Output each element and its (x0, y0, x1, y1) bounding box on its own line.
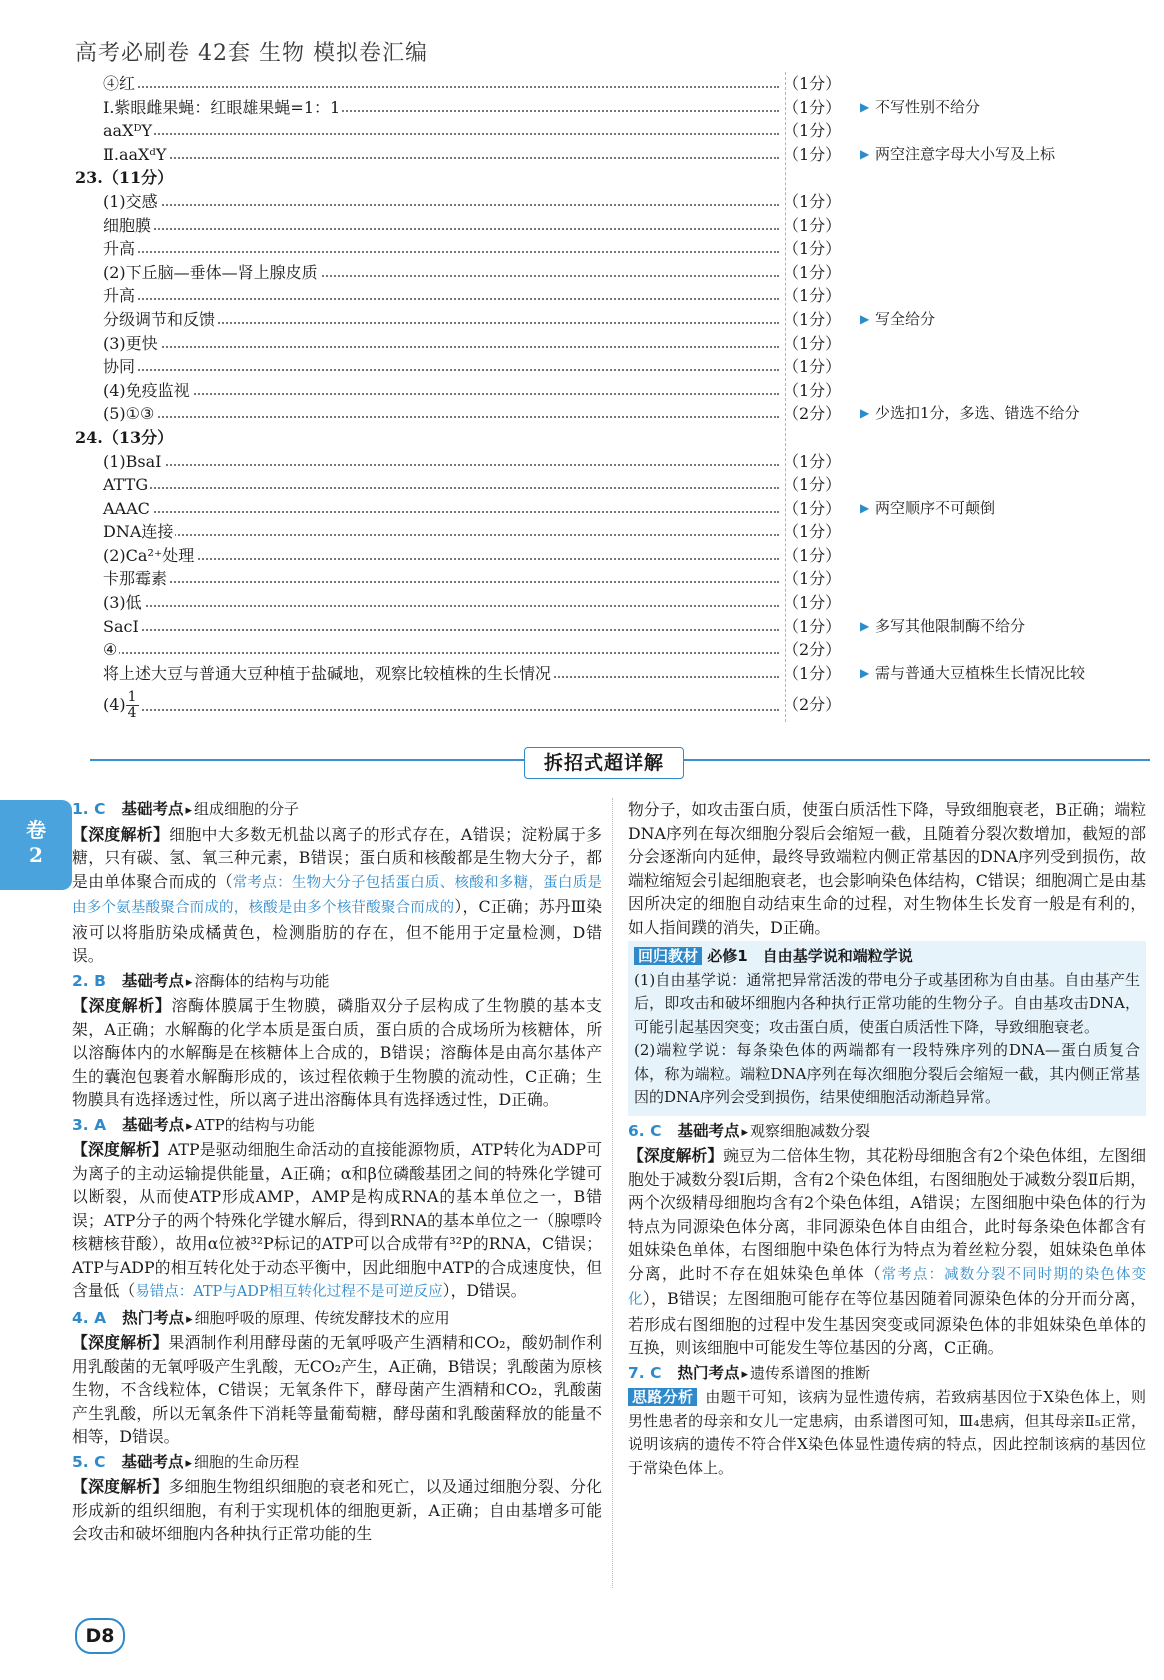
remark-text: 两空顺序不可颠倒 (875, 498, 996, 517)
analysis-paragraph (628, 1144, 1146, 1360)
points-text: （2分） (783, 695, 842, 715)
arrow-icon: ▶ (860, 500, 870, 515)
dot-leader (103, 332, 779, 348)
score-row (75, 473, 1075, 497)
points-text: （2分） (783, 404, 842, 424)
page-header: 高考必刷卷 42套 生物 模拟卷汇编 (75, 41, 428, 66)
answer-text: 细胞膜 (103, 214, 153, 238)
analysis-text: 果酒制作利用酵母菌的无氧呼吸产生酒精和CO₂，酸奶制作利用乳酸菌的无氧呼吸产生乳酸，无CO₂产生，A正确，B错误；乳酸菌为原核生物，不含线粒体，C错误；无氧条件下，酵母菌产生酒精和CO₂，乳酸菌产生乳酸，所以无氧条件下消耗等量葡萄糖，酵母菌和乳酸菌释放的能量不相等，D错误。 (72, 1333, 602, 1446)
answer-text: (1)BsaⅠ (103, 450, 164, 474)
analysis-text-cont: ），B错误；左图细胞可能存在等位基因随着同源染色体的分开而分离，若形成右图细胞的过程中发生基因突变或同源染色体的非姐妹染色单体的互换，则该细胞中可能发生等位基因的分离，C正确。 (628, 1289, 1147, 1357)
answer-text: 24.（13分） (75, 426, 175, 450)
dot-leader (103, 402, 779, 418)
points-text: （2分） (783, 640, 842, 660)
arrow-icon: ▶ (860, 665, 870, 680)
answer-text: Ⅰ.紫眼雌果蝇：红眼雄果蝇=1：1 (103, 96, 342, 120)
score-row (75, 662, 1086, 686)
note-text: 常考点：生物大分子包括蛋白质、核酸和多糖，蛋白质是由多个氨基酸聚合而成的，核酸是由多个核苷酸聚合而成的 (72, 874, 602, 916)
fraction-numerator: 1 (127, 689, 137, 706)
deep-analysis-tag: 【深度解析】 (72, 996, 172, 1015)
dot-leader (103, 237, 779, 253)
arrow-icon: ▶ (860, 99, 870, 114)
score-row (75, 284, 1075, 308)
knowledge-point-label: 基础考点 (122, 1115, 185, 1134)
answer-text: ④ (103, 638, 119, 662)
analysis-paragraph (72, 1138, 602, 1305)
answer-item (72, 970, 602, 1112)
score-row (75, 261, 1075, 285)
arrow-icon: ▸ (741, 1366, 748, 1382)
dot-leader (103, 379, 779, 395)
knowledge-point-label: 基础考点 (677, 1121, 740, 1140)
answer-text: 协同 (103, 355, 137, 379)
score-row (75, 119, 1075, 143)
think-text: 由题干可知，该病为显性遗传病，若致病基因位于X染色体上，则男性患者的母亲和女儿一定患病，由系谱图可知，Ⅲ₄患病，但其母亲Ⅱ₅正常，说明该病的遗传不符合伴X染色体显性遗传病的特点，因此控制该病的基因位于常染色体上。 (628, 1388, 1146, 1477)
knowledge-point-text: ATP的结构与功能 (194, 1115, 315, 1134)
points-text: （1分） (783, 475, 842, 495)
score-row (75, 544, 1075, 568)
arrow-icon: ▶ (860, 406, 870, 421)
arrow-icon: ▶ (860, 311, 870, 326)
analysis-text-cont: ），D错误。 (442, 1281, 527, 1300)
arrow-icon: ▸ (741, 1124, 748, 1140)
points-text: （1分） (783, 239, 842, 259)
explanation-column-left (72, 798, 602, 1548)
points-text: （1分） (783, 262, 842, 282)
note-text: 易错点：ATP与ADP相互转化过程不是可逆反应 (135, 1284, 443, 1300)
box-title-text: 必修1 自由基学说和端粒学说 (707, 947, 913, 965)
score-row (75, 96, 1075, 120)
arrow-icon: ▸ (185, 1455, 192, 1471)
item-heading (628, 1362, 1146, 1387)
analysis-paragraph (628, 1386, 1146, 1480)
remark-text: 多写其他限制酶不给分 (875, 616, 1026, 635)
score-row (75, 638, 1075, 662)
analysis-text: 溶酶体膜属于生物膜，磷脂双分子层构成了生物膜的基本支架，A正确；水解酶的化学本质是蛋白质，蛋白质的合成场所为核糖体，所以溶酶体内的水解酶是在核糖体上合成的，B错误；溶酶体是由高尔基体产生的囊泡包裹着水解酶形成的，该过程依赖于生物膜的流动性，C正确；生物膜具有选择透过性，所以离子进出溶酶体具有选择透过性，D正确。 (72, 996, 602, 1109)
arrow-icon: ▶ (860, 146, 870, 161)
answer-item (628, 1362, 1146, 1481)
points-text: （1分） (783, 286, 842, 306)
remark-text: 不写性别不给分 (875, 97, 981, 116)
answer-text: (1)交感 (103, 190, 160, 214)
analysis-paragraph (72, 1475, 602, 1546)
dot-leader (103, 591, 779, 607)
knowledge-point-label: 基础考点 (121, 1452, 184, 1471)
deep-analysis-tag: 【深度解析】 (72, 1477, 169, 1496)
question-number: 2. B (72, 971, 106, 990)
points-text: （1分） (783, 616, 842, 636)
score-row (75, 72, 1075, 96)
answer-text: 卡那霉素 (103, 567, 169, 591)
score-row (75, 166, 1075, 190)
score-answer-list (75, 72, 1086, 725)
think-label: 思路分析 (628, 1388, 697, 1406)
fraction (126, 690, 139, 721)
dot-leader (103, 615, 779, 631)
answer-text: (2)Ca²⁺处理 (103, 544, 196, 568)
answer-text: AAAC (103, 497, 152, 521)
arrow-icon: ▸ (185, 974, 193, 990)
deep-analysis-tag: 【深度解析】 (72, 1140, 168, 1159)
dot-leader (103, 284, 779, 300)
dot-leader (103, 473, 779, 489)
score-row (75, 591, 1075, 615)
score-row (75, 379, 1075, 403)
dot-leader (103, 190, 779, 206)
answer-text: 23.（11分） (75, 166, 175, 190)
answer-text: ATTG (103, 473, 150, 497)
score-row (75, 237, 1075, 261)
page-number: D8 (75, 1618, 125, 1654)
deep-analysis-tag: 【深度解析】 (628, 1146, 724, 1165)
dot-leader (103, 497, 779, 513)
points-text: （1分） (783, 522, 842, 542)
answer-text: (5)①③ (103, 402, 156, 426)
score-row (75, 615, 1075, 639)
points-text: （1分） (783, 451, 842, 471)
points-text: （1分） (783, 593, 842, 613)
answer-text: (2)下丘脑—垂体—肾上腺皮质 (103, 261, 320, 285)
answer-text: (3)更快 (103, 332, 160, 356)
question-number: 6. C (628, 1121, 662, 1140)
box-title (634, 945, 1140, 969)
knowledge-point-label: 基础考点 (121, 800, 184, 818)
item-heading (72, 1307, 602, 1332)
question-number: 3. A (72, 1115, 107, 1134)
remark-text: 写全给分 (875, 309, 936, 328)
points-text: （1分） (783, 121, 842, 141)
points-text: （1分） (783, 569, 842, 589)
points-text: （1分） (783, 144, 842, 164)
points-text: （1分） (783, 498, 842, 518)
dot-leader (103, 143, 779, 159)
analysis-text: 豌豆为二倍体生物，其花粉母细胞含有2个染色体组，左图细胞处于减数分裂Ⅰ后期，含有2个染色体组，右图细胞处于减数分裂Ⅱ后期，两个次级精母细胞均含有2个染色体组，A错误；左图细胞中染色体的行为特点为同源染色体分离，非同源染色体自由组合，此时每条染色体都含有姐妹染色单体，右图细胞中染色体行为特点为着丝粒分裂，姐妹染色单体分离，此时不存在姐妹染色单体（ (628, 1146, 1146, 1283)
dot-leader (103, 567, 779, 583)
analysis-paragraph (72, 994, 602, 1112)
points-text: （1分） (783, 74, 842, 93)
knowledge-point-text: 细胞的生命历程 (194, 1452, 300, 1471)
question-number: 5. C (72, 1452, 106, 1471)
points-text: （1分） (783, 663, 842, 683)
knowledge-point-label: 热门考点 (677, 1363, 740, 1382)
analysis-paragraph (72, 1331, 602, 1449)
item-heading (72, 970, 602, 995)
answer-text: 升高 (103, 237, 137, 261)
textbook-review-box (628, 941, 1146, 1116)
dot-leader (103, 638, 779, 654)
answer-text: DNA连接 (103, 520, 175, 544)
dot-leader (103, 685, 779, 711)
points-text: （1分） (783, 357, 842, 377)
dot-leader (103, 520, 779, 536)
knowledge-point-text: 遗传系谱图的推断 (750, 1363, 871, 1382)
score-row (75, 497, 1075, 521)
dot-leader (103, 355, 779, 371)
answer-text: ④红 (103, 72, 137, 96)
points-text: （1分） (783, 97, 842, 117)
points-text: （1分） (783, 333, 842, 353)
points-text: （1分） (783, 545, 842, 565)
item-heading (72, 1114, 602, 1139)
score-row (75, 450, 1075, 474)
arrow-icon: ▸ (186, 1118, 193, 1134)
answer-text: 将上述大豆与普通大豆种植于盐碱地，观察比较植株的生长情况 (103, 662, 553, 686)
item-heading (72, 1451, 602, 1476)
knowledge-point-text: 细胞呼吸的原理、传统发酵技术的应用 (194, 1308, 450, 1327)
score-row (75, 426, 1075, 450)
score-row (75, 308, 1075, 332)
score-row (75, 190, 1075, 214)
knowledge-point-text: 组成细胞的分子 (194, 800, 300, 818)
question-number: 1. C (72, 800, 106, 818)
points-text: （1分） (783, 380, 842, 400)
answer-item (72, 1114, 602, 1305)
knowledge-point-label: 热门考点 (122, 1308, 185, 1327)
answer-text (103, 685, 141, 725)
dot-leader (103, 450, 779, 466)
score-row (75, 520, 1075, 544)
answer-text: 分级调节和反馈 (103, 308, 217, 332)
answer-item (72, 1307, 602, 1449)
box-paragraph: (1)自由基学说：通常把异常活泼的带电分子或基团称为自由基。自由基产生后，即攻击和破坏细胞内各种执行正常功能的生物分子。自由基攻击DNA，可能引起基因突变；攻击蛋白质，使蛋白质活性下降，导致细胞衰老。 (634, 970, 1140, 1036)
dot-leader (103, 214, 779, 230)
knowledge-point-text: 观察细胞减数分裂 (750, 1121, 871, 1140)
item-heading (628, 1120, 1146, 1145)
points-text: （1分） (783, 215, 842, 235)
fraction-denominator: 4 (127, 705, 137, 722)
side-tab-line2: 2 (29, 843, 43, 867)
dot-leader (103, 119, 779, 135)
book-icon-label: 回归教材 (634, 947, 702, 965)
column-separator (612, 798, 613, 1588)
side-tab-line1: 卷 (26, 818, 46, 842)
score-row (75, 355, 1075, 379)
explanation-column-right (628, 798, 1146, 1482)
dot-leader (103, 544, 779, 560)
note-text: 常考点：减数分裂不同时期的染色体变化 (628, 1266, 1146, 1308)
remark-text: 少选扣1分，多选、错选不给分 (875, 404, 1080, 423)
answer-item (628, 1120, 1146, 1360)
answer-item (72, 1451, 602, 1546)
item-heading (72, 798, 602, 823)
side-tab (0, 800, 72, 890)
question-number: 4. A (72, 1308, 107, 1327)
points-text: （1分） (783, 309, 842, 329)
score-row (75, 214, 1075, 238)
analysis-text: 细胞中大多数无机盐以离子的形式存在，A错误；淀粉属于多糖，只有碳、氢、氧三种元素，B错误；蛋白质和核酸都是生物大分子，都是由单体聚合而成的（ (72, 824, 602, 891)
analysis-text: 多细胞生物组织细胞的衰老和死亡，以及通过细胞分裂、分化形成新的组织细胞，有利于实现机体的细胞更新，A正确；自由基增多可能会攻击和破坏细胞内各种执行正常功能的生 (72, 1477, 602, 1543)
analysis-text-cont: ），C正确；苏丹Ⅲ染液可以将脂肪染成橘黄色，检测脂肪的存在，但不能用于定量检测，D错误。 (72, 897, 603, 965)
answer-text: aaXᴰY (103, 119, 154, 143)
remark-text: 两空注意字母大小写及上标 (875, 144, 1056, 163)
section-title: 拆招式超详解 (524, 747, 684, 779)
answer-text: (4)免疫监视 (103, 379, 192, 403)
score-row (75, 402, 1080, 426)
knowledge-point-label: 基础考点 (121, 971, 184, 990)
points-text: （1分） (783, 191, 842, 211)
continued-text: 物分子，如攻击蛋白质，使蛋白质活性下降，导致细胞衰老，B正确；端粒DNA序列在每次细胞分裂后会缩短一截，且随着分裂次数增加，截短的部分会逐渐向内延伸，最终导致端粒内侧正常基因的DNA序列受到损伤，故端粒缩短会引起细胞衰老，也会影响染色体结构，C错误；细胞凋亡是由基因所决定的细胞自动结束生命的过程，对生物体生长发育一般是有利的，如人指间蹼的消失，D正确。 (628, 800, 1146, 937)
remark-text: 需与普通大豆植株生长情况比较 (875, 663, 1086, 682)
analysis-text: ATP是驱动细胞生命活动的直接能源物质，ATP转化为ADP可为离子的主动运输提供能量，A正确；α和β位磷酸基团之间的特殊化学键可以断裂，从而使ATP形成AMP，AMP是构成RNA的基本单位之一，B错误；ATP分子的两个特殊化学键水解后，得到RNA的基本单位之一（腺嘌呤核糖核苷酸），故用α位被³²P标记的ATP可以合成带有³²P的RNA，C错误；ATP与ADP的相互转化处于动态平衡中，因此细胞中ATP的合成速度快，但含量低（ (72, 1140, 602, 1300)
deep-analysis-tag: 【深度解析】 (72, 1333, 169, 1352)
dot-leader (103, 72, 779, 88)
answer-item (72, 798, 602, 968)
arrow-icon: ▸ (186, 1311, 193, 1327)
arrow-icon: ▸ (185, 803, 192, 818)
knowledge-point-text: 溶酶体的结构与功能 (194, 971, 330, 990)
question-number: 7. C (628, 1363, 662, 1382)
score-row (75, 332, 1075, 356)
score-row-fraction (75, 685, 1075, 725)
answer-text: SacⅠ (103, 615, 141, 639)
answer-text: Ⅱ.aaXᵈY (103, 143, 168, 167)
answer-text: 升高 (103, 284, 137, 308)
analysis-paragraph (72, 823, 602, 968)
deep-analysis-tag: 【深度解析】 (72, 824, 170, 844)
box-paragraph: (2)端粒学说：每条染色体的两端都有一段特殊序列的DNA—蛋白质复合体，称为端粒。端粒DNA序列在每次细胞分裂后会缩短一截，其内侧正常基因的DNA序列会受到损伤，结果使细胞活动渐趋异常。 (634, 1041, 1140, 1106)
score-row (75, 567, 1075, 591)
score-row (75, 143, 1075, 167)
arrow-icon: ▶ (860, 618, 870, 633)
answer-text: (3)低 (103, 591, 144, 615)
answer-label: (4) (103, 695, 126, 715)
